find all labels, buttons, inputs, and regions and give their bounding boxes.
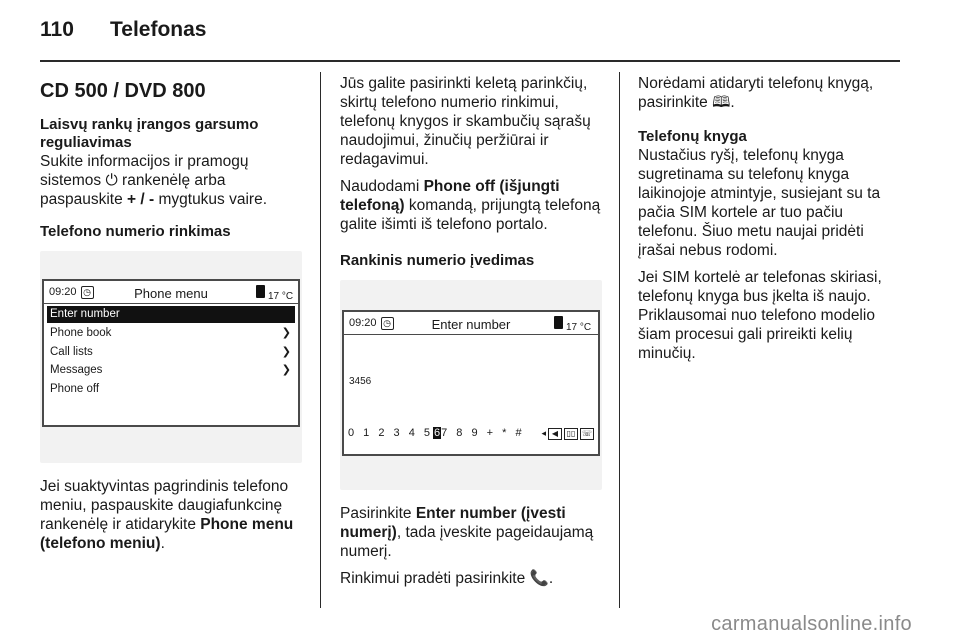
chevron-right-icon: ❯ <box>281 327 291 339</box>
phonebook-reload-paragraph: Jei SIM kortelė ar telefonas skiriasi, telefonų knyga bus įkelta iš naujo. Priklausomai nuo telefono modelio šiam procesui gali prireikti kelių minučių. <box>638 269 882 362</box>
menu-item-phone-book[interactable]: Phone book ❯ <box>47 325 295 342</box>
page-title: Telefonas <box>110 18 207 41</box>
screen-temperature: 17 °C <box>566 322 592 333</box>
menu-item-messages[interactable]: Messages ❯ <box>47 362 295 379</box>
entered-number: 3456 <box>349 376 372 387</box>
phone-battery-icon <box>554 316 563 329</box>
menu-item-call-lists[interactable]: Call lists ❯ <box>47 344 295 361</box>
delete-icon[interactable]: ◀ <box>548 428 562 440</box>
phonebook-icon[interactable]: ▯▯ <box>564 428 578 440</box>
chevron-right-icon: ❯ <box>281 364 291 376</box>
header-rule <box>40 60 900 62</box>
column-3 <box>638 74 900 371</box>
dial-paragraph: Rinkimui pradėti pasirinkite 📞. <box>340 570 554 587</box>
speaker-icon[interactable]: ◂ <box>541 428 546 438</box>
section-heading: CD 500 / DVD 800 <box>40 80 206 102</box>
figure-enter-number <box>340 280 602 490</box>
column-divider-2 <box>619 72 620 608</box>
screen-status-bar <box>344 312 598 335</box>
column-divider-1 <box>320 72 321 608</box>
open-phonebook-paragraph: Norėdami atidaryti telefonų knygą, pasirinkite 🕮. <box>638 75 874 111</box>
column-2 <box>340 74 604 596</box>
call-icon[interactable]: ☏ <box>581 428 592 438</box>
phone-off-paragraph: Naudodami Phone off (išjungti telefoną) komandą, prijungtą telefoną galite išimti iš telefono portalo. <box>340 178 601 233</box>
digit-selector[interactable]: 0 1 2 3 4 567 8 9 + * # <box>348 427 525 439</box>
menu-item-phone-off[interactable]: Phone off <box>50 383 100 395</box>
subheading-dialing: Telefono numerio rinkimas <box>40 223 231 240</box>
call-icon: 📞 <box>529 570 549 587</box>
screen-phone-menu <box>42 279 300 427</box>
screen-time: 09:20 <box>49 285 77 298</box>
subheading-phonebook: Telefonų knyga <box>638 128 747 145</box>
figure-phone-menu <box>40 251 302 463</box>
menu-item-enter-number[interactable]: Enter number <box>47 306 295 323</box>
screen-time: 09:20 <box>349 316 377 329</box>
enter-number-paragraph: Pasirinkite Enter number (įvesti numerį), tada įveskite pageidaujamą numerį. <box>340 505 594 560</box>
phone-menu-paragraph: Jei suaktyvintas pagrindinis telefono meniu, paspauskite daugiafunkcinę rankenėlę ir atidarykite Phone menu (telefono meniu). <box>40 478 294 552</box>
subheading-manual-entry: Rankinis numerio įvedimas <box>340 252 535 269</box>
power-icon: ⏻ <box>105 172 118 189</box>
clock-icon: ◷ <box>81 286 94 299</box>
options-paragraph: Jūs galite pasirinkti keletą parinkčių, skirtų telefono numerio rinkimui, telefonų knygos ir skambučių sąrašų naudojimui, žinučių peržiūrai ir redagavimui. <box>340 75 591 168</box>
screen-status-bar <box>44 281 298 304</box>
phonebook-icon: 🕮 <box>712 94 731 111</box>
screen-title: Phone menu <box>134 286 208 301</box>
phonebook-sync-paragraph: Nustačius ryšį, telefonų knyga sugretinama su telefonų knyga laikinojoje atmintyje, susiejant su ta pačia SIM kortele ar tuo pačiu telefonu. Šiuo metu naujai pridėti įrašai nebus rodomi. <box>638 147 881 259</box>
chevron-right-icon: ❯ <box>281 346 291 358</box>
phone-battery-icon <box>256 285 265 298</box>
selected-digit: 6 <box>434 427 441 439</box>
screen-title: Enter number <box>431 317 511 332</box>
subheading-volume: Laisvų rankų įrangos garsumo reguliavimas <box>40 116 259 151</box>
volume-paragraph: Sukite informacijos ir pramogų sistemos ⏻ rankenėlę arba paspauskite + / - mygtukus vaire. <box>40 153 268 208</box>
watermark: carmanualsonline.info <box>711 613 912 635</box>
screen-temperature: 17 °C <box>268 291 294 302</box>
screen-action-icons <box>541 424 594 443</box>
page-header <box>40 18 206 48</box>
clock-icon: ◷ <box>381 317 394 330</box>
column-1 <box>40 74 302 561</box>
page-number: 110 <box>40 18 74 41</box>
screen-enter-number <box>342 310 600 456</box>
